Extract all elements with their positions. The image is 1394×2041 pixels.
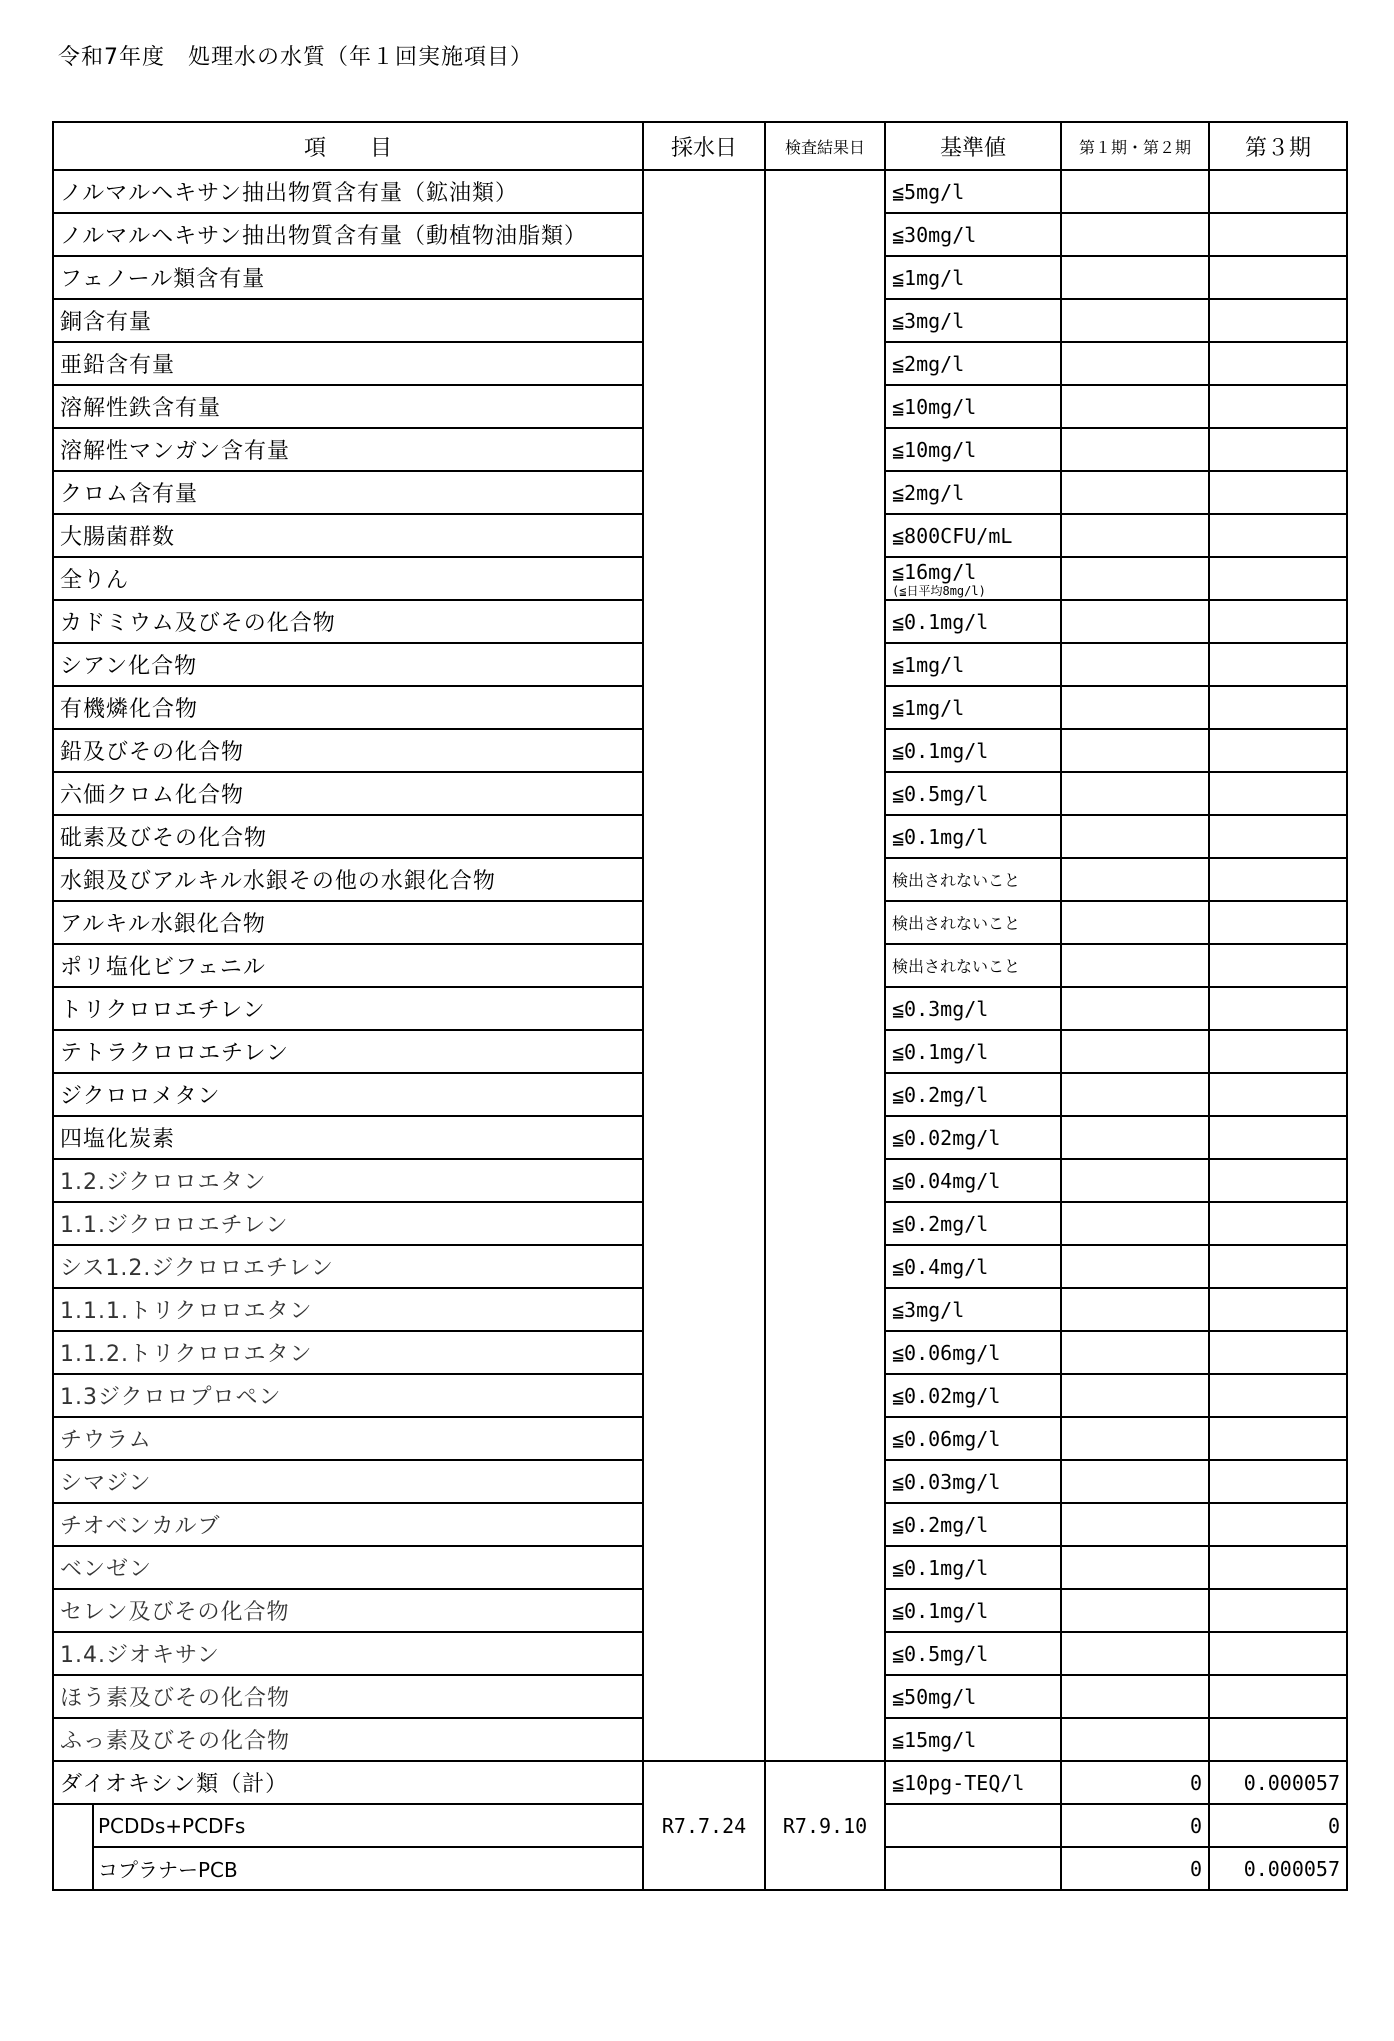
result-period-1-2 (1061, 987, 1209, 1030)
standard-value: ≦0.2mg/l (885, 1073, 1061, 1116)
standard-value: 検出されないこと (885, 944, 1061, 987)
result-period-1-2 (1061, 213, 1209, 256)
item-name: 1.1.1.トリクロロエタン (53, 1288, 643, 1331)
result-period-3 (1209, 1503, 1347, 1546)
result-period-3 (1209, 1159, 1347, 1202)
item-name: 溶解性マンガン含有量 (53, 428, 643, 471)
item-name: 亜鉛含有量 (53, 342, 643, 385)
result-period-3 (1209, 471, 1347, 514)
item-name: ノルマルヘキサン抽出物質含有量（動植物油脂類） (53, 213, 643, 256)
item-name: テトラクロロエチレン (53, 1030, 643, 1073)
item-name: 大腸菌群数 (53, 514, 643, 557)
result-period-3 (1209, 901, 1347, 944)
result-period-3 (1209, 686, 1347, 729)
result-period-3 (1209, 944, 1347, 987)
standard-value: 検出されないこと (885, 858, 1061, 901)
result-period-1-2 (1061, 170, 1209, 213)
result-period-1-2 (1061, 299, 1209, 342)
result-period-1-2 (1061, 772, 1209, 815)
dioxin-period-3: 0.000057 (1209, 1761, 1347, 1804)
water-quality-table (52, 121, 1348, 1891)
result-period-3 (1209, 213, 1347, 256)
dioxin-sub-period-3: 0.000057 (1209, 1847, 1347, 1890)
item-name: 水銀及びアルキル水銀その他の水銀化合物 (53, 858, 643, 901)
result-period-1-2 (1061, 1288, 1209, 1331)
standard-value: ≦0.03mg/l (885, 1460, 1061, 1503)
standard-value: ≦2mg/l (885, 342, 1061, 385)
result-period-3 (1209, 1417, 1347, 1460)
dioxin-indent-cell (53, 1804, 93, 1890)
standard-value: ≦1mg/l (885, 643, 1061, 686)
dioxin-sub-name: コプラナーPCB (93, 1847, 643, 1890)
standard-value: 検出されないこと (885, 901, 1061, 944)
header-standard: 基準値 (885, 122, 1061, 170)
standard-value: ≦0.1mg/l (885, 600, 1061, 643)
item-name: 銅含有量 (53, 299, 643, 342)
item-name: 四塩化炭素 (53, 1116, 643, 1159)
standard-note: (≦日平均8mg/l) (892, 583, 986, 598)
item-name: ベンゼン (53, 1546, 643, 1589)
item-name: ノルマルヘキサン抽出物質含有量（鉱油類） (53, 170, 643, 213)
result-period-1-2 (1061, 1632, 1209, 1675)
result-period-3 (1209, 170, 1347, 213)
standard-value: ≦0.1mg/l (885, 1589, 1061, 1632)
standard-value: ≦0.2mg/l (885, 1202, 1061, 1245)
item-name: 鉛及びその化合物 (53, 729, 643, 772)
header-sampling-date: 採水日 (643, 122, 765, 170)
item-name: 六価クロム化合物 (53, 772, 643, 815)
dioxin-sub-period-1-2: 0 (1061, 1847, 1209, 1890)
result-period-1-2 (1061, 256, 1209, 299)
result-period-1-2 (1061, 471, 1209, 514)
standard-value: ≦0.1mg/l (885, 1030, 1061, 1073)
result-period-3 (1209, 514, 1347, 557)
page-title: 令和7年度 処理水の水質（年１回実施項目） (58, 45, 533, 70)
standard-value: ≦0.1mg/l (885, 815, 1061, 858)
standard-value: ≦0.02mg/l (885, 1374, 1061, 1417)
header-result-date: 検査結果日 (765, 122, 885, 170)
result-period-1-2 (1061, 557, 1209, 600)
item-name: ポリ塩化ビフェニル (53, 944, 643, 987)
item-name: シアン化合物 (53, 643, 643, 686)
result-period-3 (1209, 1632, 1347, 1675)
result-period-3 (1209, 729, 1347, 772)
result-period-1-2 (1061, 686, 1209, 729)
result-period-3 (1209, 1331, 1347, 1374)
dioxin-period-1-2: 0 (1061, 1761, 1209, 1804)
result-period-1-2 (1061, 1503, 1209, 1546)
result-period-1-2 (1061, 342, 1209, 385)
result-period-3 (1209, 1374, 1347, 1417)
result-period-1-2 (1061, 643, 1209, 686)
item-name: シマジン (53, 1460, 643, 1503)
dioxin-sampling-date: R7.7.24 (643, 1761, 765, 1890)
dioxin-sub-period-1-2: 0 (1061, 1804, 1209, 1847)
item-name: セレン及びその化合物 (53, 1589, 643, 1632)
result-period-1-2 (1061, 1202, 1209, 1245)
result-period-3 (1209, 428, 1347, 471)
header-period-1-2: 第１期・第２期 (1061, 122, 1209, 170)
header-item: 項 目 (53, 122, 643, 170)
result-period-3 (1209, 1546, 1347, 1589)
result-period-3 (1209, 643, 1347, 686)
standard-value: ≦0.02mg/l (885, 1116, 1061, 1159)
result-period-1-2 (1061, 858, 1209, 901)
result-period-3 (1209, 342, 1347, 385)
standard-value: ≦15mg/l (885, 1718, 1061, 1761)
result-period-3 (1209, 858, 1347, 901)
standard-value: ≦0.1mg/l (885, 729, 1061, 772)
result-period-3 (1209, 1202, 1347, 1245)
result-period-3 (1209, 256, 1347, 299)
result-date-cell (765, 170, 885, 1761)
item-name: カドミウム及びその化合物 (53, 600, 643, 643)
result-period-3 (1209, 299, 1347, 342)
result-period-1-2 (1061, 729, 1209, 772)
standard-value: ≦0.5mg/l (885, 772, 1061, 815)
result-period-1-2 (1061, 1116, 1209, 1159)
result-period-3 (1209, 600, 1347, 643)
standard-value: ≦0.5mg/l (885, 1632, 1061, 1675)
standard-value: ≦10mg/l (885, 428, 1061, 471)
result-period-1-2 (1061, 1331, 1209, 1374)
item-name: 溶解性鉄含有量 (53, 385, 643, 428)
result-period-1-2 (1061, 1245, 1209, 1288)
header-period-3: 第３期 (1209, 122, 1347, 170)
result-period-3 (1209, 1718, 1347, 1761)
result-period-1-2 (1061, 1589, 1209, 1632)
result-period-3 (1209, 1116, 1347, 1159)
sampling-date-cell (643, 170, 765, 1761)
standard-value: ≦3mg/l (885, 299, 1061, 342)
result-period-3 (1209, 815, 1347, 858)
header-row (53, 122, 1347, 170)
item-name: 1.2.ジクロロエタン (53, 1159, 643, 1202)
result-period-1-2 (1061, 815, 1209, 858)
dioxin-sub-period-3: 0 (1209, 1804, 1347, 1847)
item-name: ふっ素及びその化合物 (53, 1718, 643, 1761)
result-period-1-2 (1061, 1675, 1209, 1718)
standard-value (885, 557, 1061, 600)
item-name: チオベンカルブ (53, 1503, 643, 1546)
result-period-3 (1209, 1675, 1347, 1718)
standard-value: ≦0.04mg/l (885, 1159, 1061, 1202)
result-period-1-2 (1061, 1073, 1209, 1116)
result-period-3 (1209, 1030, 1347, 1073)
item-name: フェノール類含有量 (53, 256, 643, 299)
standard-value: ≦1mg/l (885, 256, 1061, 299)
standard-value: ≦0.06mg/l (885, 1417, 1061, 1460)
standard-value: ≦5mg/l (885, 170, 1061, 213)
result-period-1-2 (1061, 1417, 1209, 1460)
dioxin-sub-standard (885, 1804, 1061, 1847)
item-name: トリクロロエチレン (53, 987, 643, 1030)
result-period-3 (1209, 385, 1347, 428)
dioxin-sub-name: PCDDs+PCDFs (93, 1804, 643, 1847)
standard-main: ≦16mg/l (892, 559, 977, 584)
result-period-1-2 (1061, 385, 1209, 428)
item-name: クロム含有量 (53, 471, 643, 514)
result-period-1-2 (1061, 1030, 1209, 1073)
result-period-3 (1209, 1460, 1347, 1503)
item-name: アルキル水銀化合物 (53, 901, 643, 944)
item-name: シス1.2.ジクロロエチレン (53, 1245, 643, 1288)
item-name: 有機燐化合物 (53, 686, 643, 729)
result-period-3 (1209, 1073, 1347, 1116)
dioxin-standard: ≦10pg-TEQ/l (885, 1761, 1061, 1804)
standard-value: ≦10mg/l (885, 385, 1061, 428)
result-period-1-2 (1061, 1159, 1209, 1202)
result-period-3 (1209, 1589, 1347, 1632)
standard-value: ≦1mg/l (885, 686, 1061, 729)
result-period-3 (1209, 557, 1347, 600)
item-name: 1.4.ジオキサン (53, 1632, 643, 1675)
dioxin-name: ダイオキシン類（計） (53, 1761, 643, 1804)
result-period-1-2 (1061, 428, 1209, 471)
standard-value: ≦0.2mg/l (885, 1503, 1061, 1546)
item-name: 1.1.ジクロロエチレン (53, 1202, 643, 1245)
standard-value: ≦30mg/l (885, 213, 1061, 256)
standard-value: ≦0.06mg/l (885, 1331, 1061, 1374)
standard-value: ≦3mg/l (885, 1288, 1061, 1331)
result-period-3 (1209, 987, 1347, 1030)
result-period-3 (1209, 772, 1347, 815)
result-period-1-2 (1061, 600, 1209, 643)
result-period-1-2 (1061, 514, 1209, 557)
item-name: ジクロロメタン (53, 1073, 643, 1116)
item-name: 1.3ジクロロプロペン (53, 1374, 643, 1417)
dioxin-sub-standard (885, 1847, 1061, 1890)
table-row (53, 170, 1347, 213)
item-name: 全りん (53, 557, 643, 600)
item-name: チウラム (53, 1417, 643, 1460)
item-name: 砒素及びその化合物 (53, 815, 643, 858)
result-period-1-2 (1061, 901, 1209, 944)
result-period-1-2 (1061, 1718, 1209, 1761)
standard-value: ≦800CFU/mL (885, 514, 1061, 557)
table-body (53, 170, 1347, 1890)
standard-value: ≦50mg/l (885, 1675, 1061, 1718)
result-period-1-2 (1061, 944, 1209, 987)
result-period-1-2 (1061, 1546, 1209, 1589)
result-period-3 (1209, 1288, 1347, 1331)
table-row (53, 1761, 1347, 1804)
standard-value: ≦0.4mg/l (885, 1245, 1061, 1288)
result-period-1-2 (1061, 1374, 1209, 1417)
standard-value: ≦0.1mg/l (885, 1546, 1061, 1589)
standard-value: ≦2mg/l (885, 471, 1061, 514)
result-period-1-2 (1061, 1460, 1209, 1503)
item-name: 1.1.2.トリクロロエタン (53, 1331, 643, 1374)
result-period-3 (1209, 1245, 1347, 1288)
standard-value: ≦0.3mg/l (885, 987, 1061, 1030)
dioxin-result-date: R7.9.10 (765, 1761, 885, 1890)
item-name: ほう素及びその化合物 (53, 1675, 643, 1718)
